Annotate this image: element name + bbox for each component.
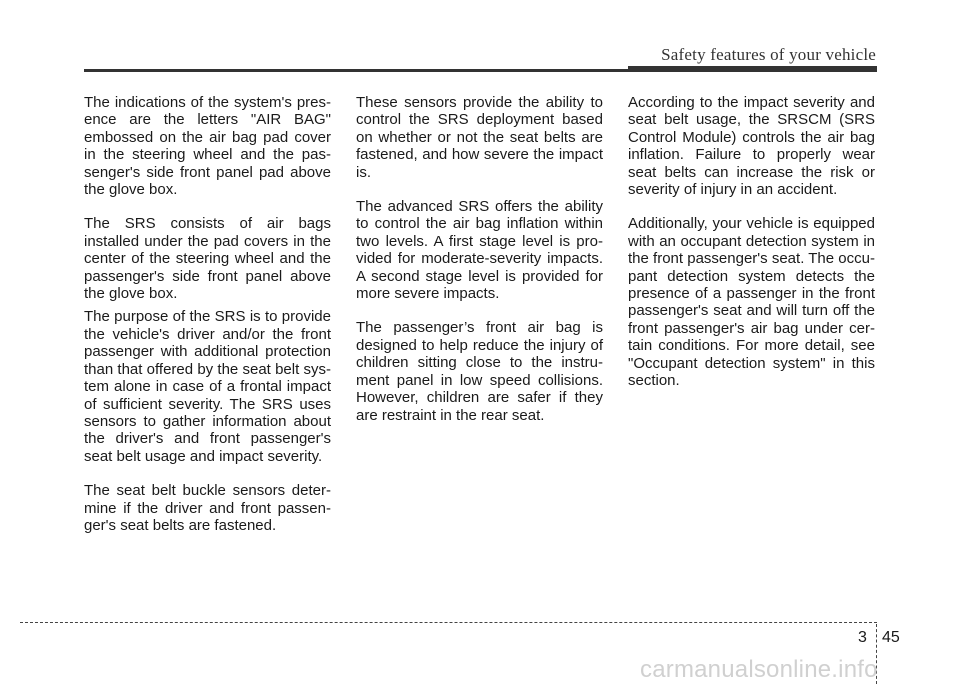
watermark: carmanualsonline.info [640, 656, 878, 683]
text-column-2 [356, 94, 603, 424]
text-column-3 [628, 94, 875, 390]
paragraph: The indications of the system's pres- ence are the letters "AIR BAG" embossed on the air bag pad cover in the steering wheel and the pas- senger's side front panel pad above the glove box. [84, 94, 331, 199]
paragraph: Additionally, your vehicle is equipped with an occupant detection system in the front passenger's seat. The occu- pant detection system detects the presence of a passenger in the front passenger's seat and will turn off the front passenger's air bag under cer- tain conditions. For more detail, see "Occupant detection system" in this section. [628, 215, 875, 390]
section-title: Safety features of your vehicle [661, 45, 876, 64]
header-rule-accent [628, 66, 877, 72]
paragraph: These sensors provide the ability to control the SRS deployment based on whether or not the seat belts are fastened, and how severe the impact is. [356, 94, 603, 181]
footer-rule [20, 622, 877, 623]
paragraph: The advanced SRS offers the ability to control the air bag inflation within two levels. A first stage level is pro- vided for moderate-severity impacts. A second stage level is provided for more severe impacts. [356, 198, 603, 303]
paragraph: The passenger’s front air bag is designed to help reduce the injury of children sitting close to the instru- ment panel in low speed collisions. However, children are safer if they are restraint in the rear seat. [356, 319, 603, 424]
paragraph: The SRS consists of air bags installed under the pad covers in the center of the steering wheel and the passenger's side front panel above the glove box. [84, 215, 331, 303]
chapter-number: 3 [858, 629, 867, 646]
paragraph: According to the impact severity and seat belt usage, the SRSCM (SRS Control Module) controls the air bag inflation. Failure to properly wear seat belts can increase the risk or severity of injury in an accident. [628, 94, 875, 199]
text-column-1 [84, 94, 331, 534]
page-number: 45 [882, 629, 900, 646]
paragraph: The seat belt buckle sensors deter- mine if the driver and front passen- ger's seat belts are fastened. [84, 482, 331, 534]
paragraph: The purpose of the SRS is to provide the vehicle's driver and/or the front passenger with additional protection than that offered by the seat belt sys- tem alone in case of a frontal impact of sufficient severity. The SRS uses sensors to gather information about the driver's and front passenger's seat belt usage and impact severity. [84, 308, 331, 465]
